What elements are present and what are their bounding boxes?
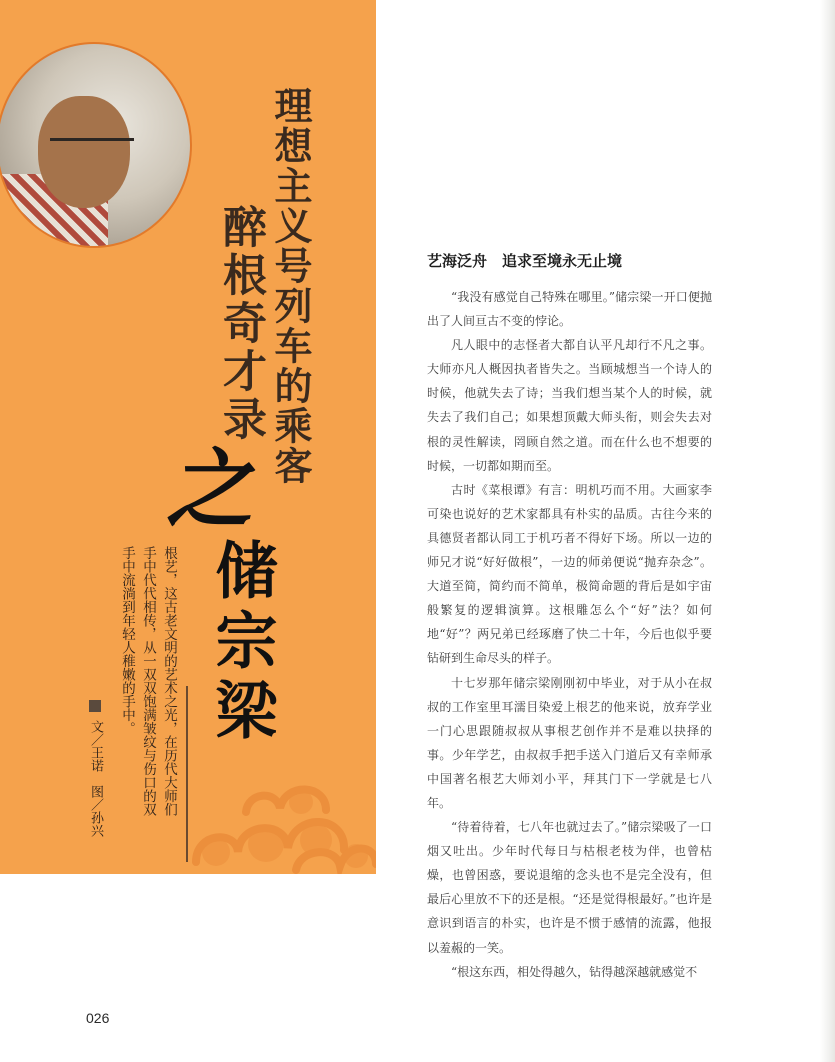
cloud-ornament: [176, 752, 376, 874]
article-body: [427, 285, 712, 984]
portrait-photo: [0, 42, 192, 248]
article-paragraph: 古时《菜根谭》有言：明机巧而不用。大画家李可染也说好的艺术家都具有朴实的品质。古往今来的具德贤者都认同工于机巧者不得好下场。所以一边的师兄才说“好好做根”，一边的师弟便说“抛弃杂念”。大道至简，简约而不简单，极简命题的背后是如宇宙般繁复的逻辑演算。这根雕怎么个“好”法？如何地“好”？两兄弟已经琢磨了快二十年，今后也似乎要钻研到生命尽头的样子。: [427, 482, 712, 666]
series-title: 醉根奇才录: [215, 204, 266, 444]
title-connector: 之: [166, 439, 252, 540]
article-paragraph: 十七岁那年储宗梁刚刚初中毕业，对于从小在叔叔的工作室里耳濡目染爱上根艺的他来说，放弃学业一门心思跟随叔叔从事根艺创作并不是难以抉择的事。少年学艺，由叔叔手把手送入门道后又有幸师承中国著名根艺大师刘小平，拜其门下一学就是七八年。: [427, 675, 712, 810]
article-paragraph: 凡人眼中的志怪者大都自认平凡却行不凡之事。大师亦凡人概因执者皆失之。当顾城想当一个诗人的时候，他就失去了诗；当我们想当某个人的时候，就失去了我们自己；如果想顶戴大师头衔，则会失去对根的灵性解读，罔顾自然之道。而在什么也不想要的时候，一切都如期而至。: [427, 338, 712, 473]
byline-marker: [89, 700, 101, 712]
next-page-edge: [820, 0, 835, 1062]
intro-text: 根艺，这古老文明的艺术之光，在历代大师们手中代代相传，从一双双饱满皱纹与伤口的双手中流淌到年轻人稚嫩的手中。: [119, 546, 177, 816]
article-paragraph: “待着待着，七八年也就过去了。”储宗梁吸了一口烟又吐出。少年时代每日与枯根老枝为伴，也曾枯燥，也曾困惑，要说退缩的念头也不是完全没有，但最后心里放不下的还是根。“还是觉得根最好。”也许是意识到语言的朴实，也许是不惯于感情的流露，他报以羞赧的一笑。: [427, 820, 712, 955]
byline: [86, 700, 105, 837]
byline-text: 文／王诺 图／孙兴: [88, 720, 103, 838]
article-title: 理想主义号列车的乘客: [268, 86, 312, 486]
glasses: [50, 138, 134, 161]
article-paragraph: “我没有感觉自己特殊在哪里。”储宗梁一开口便抛出了人间亘古不变的悖论。: [427, 290, 712, 329]
subject-name: 储宗梁: [205, 538, 278, 748]
page-number: 026: [86, 1010, 110, 1026]
section-heading: 艺海泛舟 追求至境永无止境: [427, 252, 623, 270]
article-paragraph: “根这东西，相处得越久，钻得越深越就感觉不: [451, 964, 698, 979]
